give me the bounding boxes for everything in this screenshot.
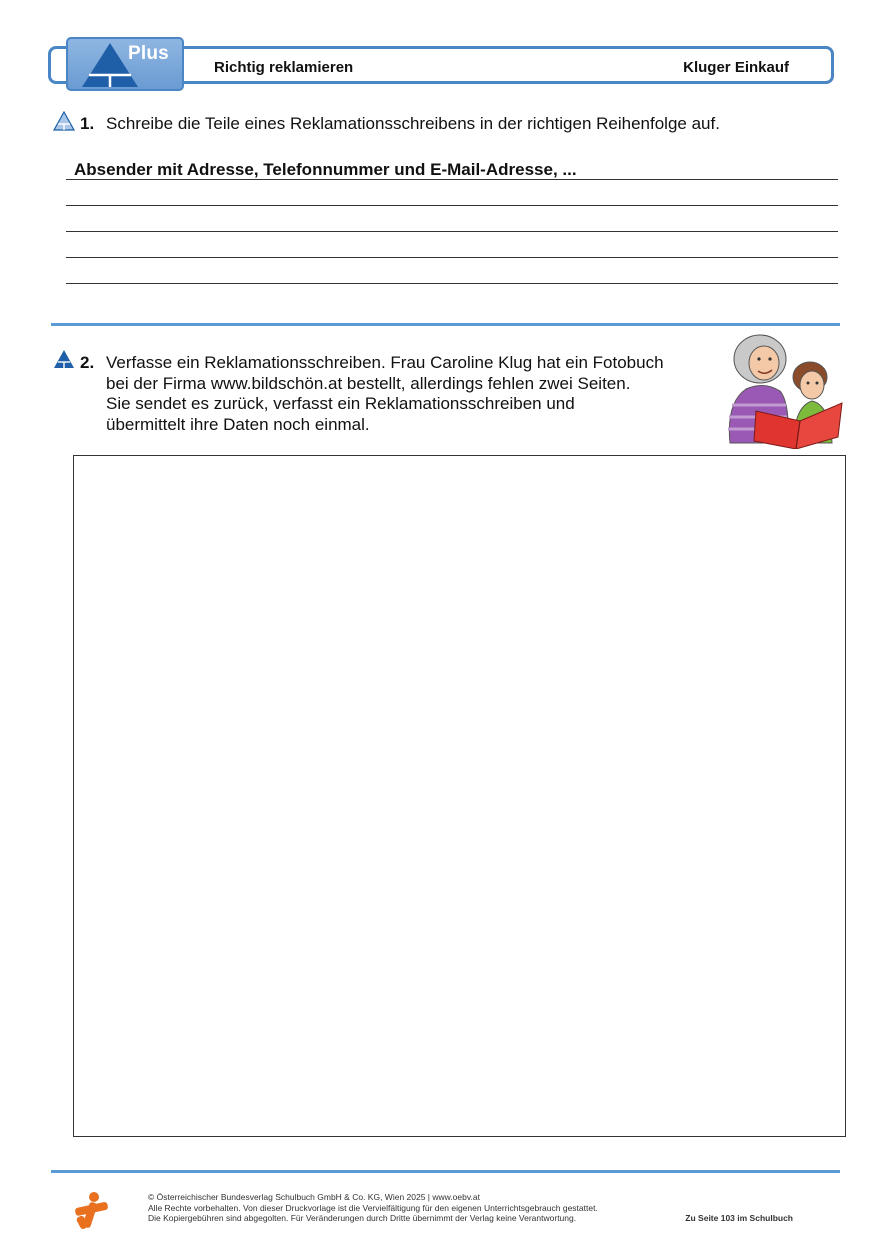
answer-line-4[interactable] bbox=[66, 257, 838, 258]
copyright-notice bbox=[148, 1192, 598, 1224]
task-2-instruction bbox=[106, 353, 664, 435]
copyright-line: Die Kopiergebühren sind abgegolten. Für Veränderungen durch Dritte übernimmt der Verlag keine Verantwortung. bbox=[148, 1213, 577, 1223]
task-1-instruction: Schreibe die Teile eines Reklamationsschreibens in der richtigen Reihenfolge auf. bbox=[106, 114, 720, 133]
copyright-line: © Österreichischer Bundesverlag Schulbuch GmbH & Co. KG, Wien 2025 | www.oebv.at bbox=[148, 1192, 480, 1202]
task-1-example-answer: Absender mit Adresse, Telefonnummer und E-Mail-Adresse, ... bbox=[74, 160, 577, 179]
copyright-line: Alle Rechte vorbehalten. Von dieser Druckvorlage ist die Vervielfältigung für den eigenen Unterrichtsgebrauch gestattet. bbox=[148, 1202, 598, 1213]
footer-divider bbox=[51, 1170, 840, 1173]
grandmother-and-child-reading-illustration bbox=[716, 333, 844, 449]
publisher-logo-icon bbox=[72, 1190, 110, 1230]
letter-writing-area[interactable] bbox=[73, 455, 846, 1137]
task-2-line: Sie sendet es zurück, verfasst ein Reklamationsschreiben und bbox=[106, 394, 575, 413]
worksheet-title: Richtig reklamieren bbox=[214, 59, 354, 76]
section-divider bbox=[51, 323, 840, 326]
task-2-line: übermittelt ihre Daten noch einmal. bbox=[106, 414, 370, 434]
task-2-number: 2. bbox=[80, 353, 95, 372]
answer-line-3[interactable] bbox=[66, 231, 838, 232]
task-2-line: bei der Firma www.bildschön.at bestellt, allerdings fehlen zwei Seiten. bbox=[106, 373, 631, 393]
textbook-page-reference: Zu Seite 103 im Schulbuch bbox=[685, 1213, 793, 1223]
answer-line-1[interactable] bbox=[66, 179, 838, 180]
answer-line-5[interactable] bbox=[66, 283, 838, 284]
pyramid-dark-icon bbox=[53, 349, 75, 369]
logo-text: Plus bbox=[128, 43, 169, 64]
answer-line-2[interactable] bbox=[66, 205, 838, 206]
plus-logo bbox=[66, 37, 184, 91]
worksheet-subject: Kluger Einkauf bbox=[683, 59, 789, 76]
task-1-number: 1. bbox=[80, 114, 95, 133]
pyramid-light-icon bbox=[53, 111, 75, 131]
task-2-line: Verfasse ein Reklamationsschreiben. Frau Caroline Klug hat ein Fotobuch bbox=[106, 353, 664, 372]
